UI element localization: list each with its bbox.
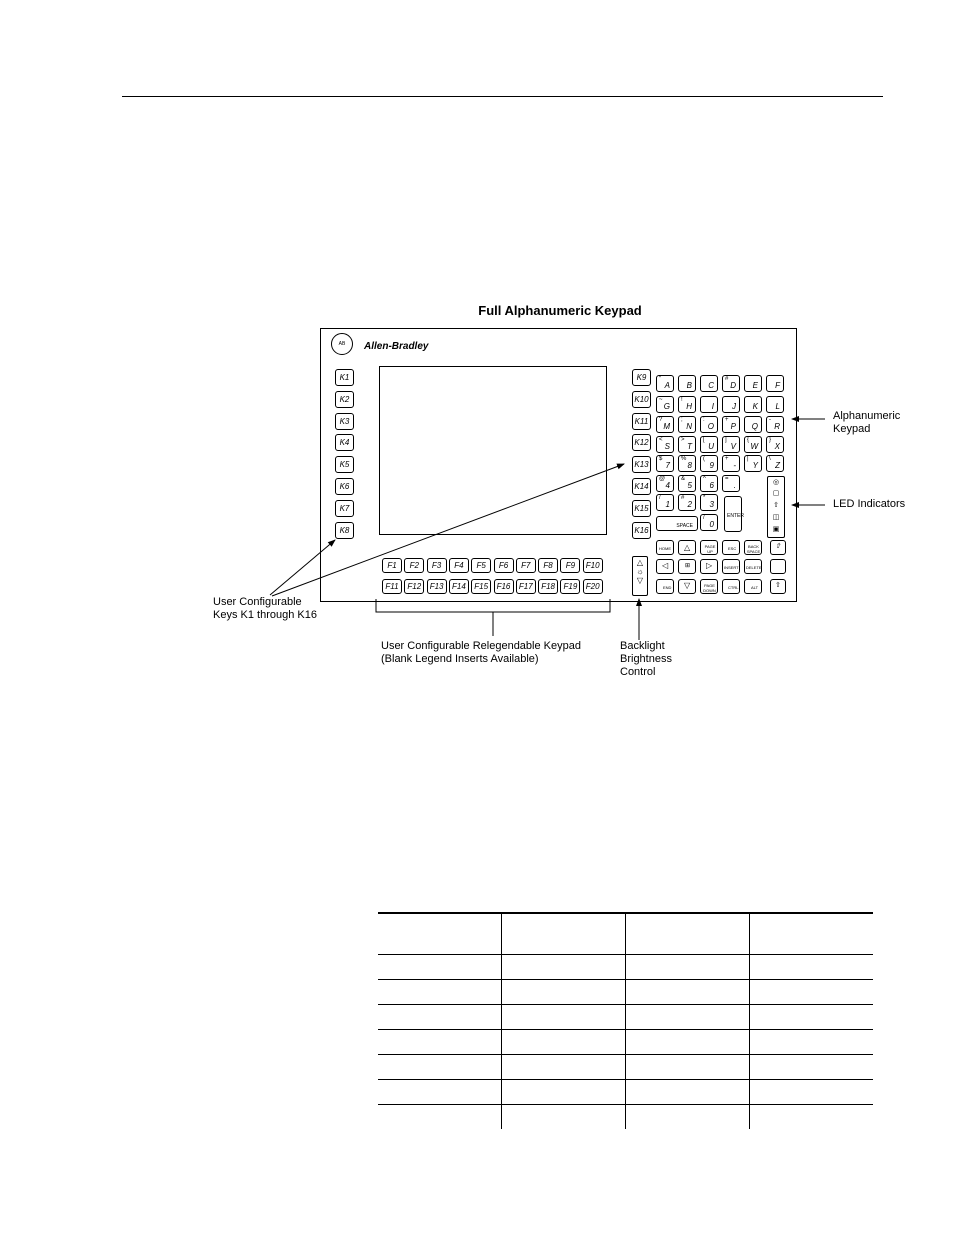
alpha-key-main: L bbox=[775, 402, 780, 411]
caps-led-icon: ◫ bbox=[772, 514, 780, 521]
alpha-key-shift: } bbox=[769, 437, 772, 443]
alpha-key-shift: # bbox=[681, 495, 685, 501]
alpha-key-main: - bbox=[733, 461, 736, 470]
alpha-key-main: M bbox=[663, 422, 670, 431]
alpha-key-main: 0 bbox=[709, 520, 714, 529]
alpha-key-main: A bbox=[664, 381, 670, 390]
f9-key[interactable]: F9 bbox=[560, 558, 580, 573]
shift-arrow-icon: ⇧ bbox=[775, 543, 781, 550]
alpha-key-main: B bbox=[686, 381, 692, 390]
alpha-key-shift: # bbox=[725, 376, 729, 382]
f14-key[interactable]: F14 bbox=[449, 579, 469, 594]
alpha-key-shift: \ bbox=[769, 456, 771, 462]
table-cell bbox=[626, 913, 750, 955]
alpha-key-main: F bbox=[775, 381, 780, 390]
shift-led-icon: ⇧ bbox=[773, 502, 779, 509]
alpha-key-main: I bbox=[711, 402, 714, 411]
alpha-key-main: O bbox=[707, 422, 714, 431]
f19-key[interactable]: F19 bbox=[560, 579, 580, 594]
f13-key[interactable]: F13 bbox=[427, 579, 447, 594]
k9-key[interactable]: K9 bbox=[632, 369, 651, 386]
f20-key[interactable]: F20 bbox=[583, 579, 603, 594]
k4-key[interactable]: K4 bbox=[335, 434, 354, 451]
table-row bbox=[378, 1080, 873, 1105]
alpha-key-shift: | bbox=[747, 456, 749, 462]
led-callout: LED Indicators bbox=[833, 498, 906, 510]
alpha-key-main: 7 bbox=[665, 461, 670, 470]
table-row bbox=[378, 1005, 873, 1030]
alpha-key-main: X bbox=[774, 442, 780, 451]
table-cell bbox=[378, 913, 502, 955]
user-keys-callout bbox=[213, 596, 317, 622]
alpha-key-shift: [ bbox=[703, 437, 705, 443]
relegendable-callout bbox=[381, 640, 581, 666]
alpha-key-shift: * bbox=[703, 495, 706, 501]
k15-key[interactable]: K15 bbox=[632, 500, 651, 517]
alpha-key-main: 2 bbox=[687, 500, 692, 509]
alpha-key-shift: ? bbox=[659, 417, 663, 423]
table-row bbox=[378, 1105, 873, 1130]
alpha-key-shift: % bbox=[681, 456, 687, 462]
f7-key[interactable]: F7 bbox=[516, 558, 536, 573]
f17-key[interactable]: F17 bbox=[516, 579, 536, 594]
k12-key[interactable]: K12 bbox=[632, 434, 651, 451]
k7-key[interactable]: K7 bbox=[335, 500, 354, 517]
alpha-key-shift: - bbox=[769, 417, 771, 423]
alpha-key-shift: > bbox=[681, 437, 685, 443]
alpha-key-main: S bbox=[664, 442, 670, 451]
alpha-key-main: U bbox=[708, 442, 714, 451]
power-led-icon: ◎ bbox=[772, 479, 780, 486]
table-row bbox=[378, 1055, 873, 1080]
alpha-key-main: C bbox=[708, 381, 714, 390]
alphanumeric-callout-line1: Alphanumeric bbox=[833, 410, 901, 422]
alpha-key-shift: + bbox=[725, 417, 729, 423]
table-row bbox=[378, 1030, 873, 1055]
space-key-label: SPACE bbox=[676, 523, 693, 529]
k10-key[interactable]: K10 bbox=[632, 391, 651, 408]
alpha-key-shift: / bbox=[659, 495, 661, 501]
alpha-key-main: 8 bbox=[687, 461, 692, 470]
user-keys-callout-line2: Keys K1 through K16 bbox=[213, 609, 317, 621]
alpha-key-shift: ; bbox=[681, 417, 683, 423]
shift-icon: ⇧ bbox=[775, 582, 781, 589]
alpha-key-main: 6 bbox=[709, 481, 714, 490]
alpha-key-shift: $ bbox=[659, 456, 663, 462]
comm-led-icon: ▢ bbox=[772, 490, 780, 497]
alpha-key-main: T bbox=[687, 442, 692, 451]
alpha-key-main: 3 bbox=[709, 500, 714, 509]
alpha-key-main: V bbox=[730, 442, 736, 451]
alpha-key-main: R bbox=[774, 422, 780, 431]
center-key-icon: ⊞ bbox=[685, 563, 691, 569]
page-up-key-label: PAGE UP bbox=[704, 544, 716, 554]
alpha-key-main: H bbox=[686, 402, 692, 411]
alpha-key-shift: ! bbox=[681, 397, 683, 403]
table-cell bbox=[750, 913, 874, 955]
f3-key[interactable]: F3 bbox=[427, 558, 447, 573]
f15-key[interactable]: F15 bbox=[471, 579, 491, 594]
f5-key[interactable]: F5 bbox=[471, 558, 491, 573]
alpha-key-main: G bbox=[663, 402, 670, 411]
f6-key[interactable]: F6 bbox=[494, 558, 514, 573]
backlight-callout-line2: Brightness bbox=[620, 653, 672, 665]
figure-title: Full Alphanumeric Keypad bbox=[478, 303, 642, 318]
right-arrow-icon: ▷ bbox=[706, 561, 713, 570]
alpha-key-main: D bbox=[730, 381, 736, 390]
insert-key-label: INSERT bbox=[724, 565, 739, 570]
down-arrow-icon: ▽ bbox=[684, 581, 691, 590]
alpha-key-shift: ` bbox=[681, 376, 683, 382]
alt-led-icon: ▣ bbox=[772, 526, 780, 533]
alpha-key-shift: / bbox=[703, 515, 705, 521]
alpha-key-shift: ~ bbox=[659, 397, 663, 403]
esc-key-label: ESC bbox=[728, 546, 737, 551]
alpha-key-main: 4 bbox=[665, 481, 670, 490]
blank-table bbox=[378, 912, 873, 1129]
alpha-key-main: . bbox=[733, 481, 736, 490]
relegendable-callout-line1: User Configurable Relegendable Keypad bbox=[381, 640, 581, 652]
k16-key[interactable]: K16 bbox=[632, 522, 651, 539]
table-row bbox=[378, 955, 873, 980]
user-keys-callout-line1: User Configurable bbox=[213, 596, 302, 608]
alpha-key-main: 9 bbox=[709, 461, 714, 470]
home-key-label: HOME bbox=[659, 546, 671, 551]
page-down-key-label: PAGE DOWN bbox=[703, 583, 716, 593]
alphanumeric-callout bbox=[833, 410, 900, 436]
alt-key-label: ALT bbox=[751, 585, 759, 590]
alpha-key-shift: “ bbox=[659, 376, 661, 382]
alpha-key-shift: < bbox=[659, 437, 663, 443]
relegendable-callout-line2: (Blank Legend Inserts Available) bbox=[381, 653, 539, 665]
alpha-key-main: Q bbox=[751, 422, 758, 431]
k3-key[interactable]: K3 bbox=[335, 413, 354, 430]
backlight-callout-line3: Control bbox=[620, 666, 656, 678]
alpha-key-main: 1 bbox=[665, 500, 670, 509]
brightness-up-icon[interactable]: △ bbox=[636, 558, 644, 567]
alpha-key-shift: = bbox=[725, 476, 729, 482]
f4-key[interactable]: F4 bbox=[449, 558, 469, 573]
table-cell bbox=[502, 913, 626, 955]
alpha-key-shift: ( bbox=[703, 456, 705, 462]
f10-key[interactable]: F10 bbox=[583, 558, 603, 573]
backlight-callout-line1: Backlight bbox=[620, 640, 665, 652]
f18-key[interactable]: F18 bbox=[538, 579, 558, 594]
backlight-callout bbox=[620, 640, 672, 679]
enter-key-label: ENTER bbox=[727, 513, 744, 519]
alpha-key-main: N bbox=[686, 422, 692, 431]
alpha-key-shift: & bbox=[681, 476, 686, 482]
alpha-key-shift: @ bbox=[659, 476, 666, 482]
alpha-key-main: 5 bbox=[687, 481, 692, 490]
brand-label: Allen-Bradley bbox=[364, 341, 429, 352]
alpha-key-shift: ] bbox=[725, 437, 727, 443]
alpha-key-shift: + bbox=[725, 456, 729, 462]
back-space-key-label: BACK SPACE bbox=[746, 544, 761, 554]
k1-key[interactable]: K1 bbox=[335, 369, 354, 386]
alpha-key-main: E bbox=[752, 381, 758, 390]
k8-key[interactable]: K8 bbox=[335, 522, 354, 539]
f11-key[interactable]: F11 bbox=[382, 579, 402, 594]
alpha-key-shift: : bbox=[703, 417, 705, 423]
delete-key-label: DELETE bbox=[746, 565, 762, 570]
brightness-sun-icon: ☼ bbox=[636, 567, 644, 576]
f1-key[interactable]: F1 bbox=[382, 558, 402, 573]
k13-key[interactable]: K13 bbox=[632, 456, 651, 473]
f16-key[interactable]: F16 bbox=[494, 579, 514, 594]
alphanumeric-callout-line2: Keypad bbox=[833, 423, 871, 435]
alpha-key-shift: { bbox=[747, 437, 750, 443]
f2-key[interactable]: F2 bbox=[404, 558, 424, 573]
k2-key[interactable]: K2 bbox=[335, 391, 354, 408]
k14-key[interactable]: K14 bbox=[632, 478, 651, 495]
alpha-key-shift: ^ bbox=[703, 476, 706, 482]
alpha-key-main: P bbox=[730, 422, 736, 431]
alpha-key-main: W bbox=[750, 442, 758, 451]
allen-bradley-logo: AB bbox=[331, 333, 353, 355]
up-arrow-icon: △ bbox=[684, 543, 691, 552]
f12-key[interactable]: F12 bbox=[404, 579, 424, 594]
alpha-key-main: Z bbox=[775, 461, 780, 470]
table-row bbox=[378, 980, 873, 1005]
alpha-key-main: J bbox=[732, 402, 736, 411]
end-key-label: END bbox=[663, 585, 672, 590]
f8-key[interactable]: F8 bbox=[538, 558, 558, 573]
alpha-key-main: K bbox=[752, 402, 758, 411]
k5-key[interactable]: K5 bbox=[335, 456, 354, 473]
left-arrow-icon: ◁ bbox=[662, 561, 669, 570]
alpha-key-main: Y bbox=[752, 461, 758, 470]
brightness-down-icon[interactable]: ▽ bbox=[636, 576, 644, 585]
k6-key[interactable]: K6 bbox=[335, 478, 354, 495]
ctrl-key-label: CTRL bbox=[728, 585, 739, 590]
k11-key[interactable]: K11 bbox=[632, 413, 651, 430]
